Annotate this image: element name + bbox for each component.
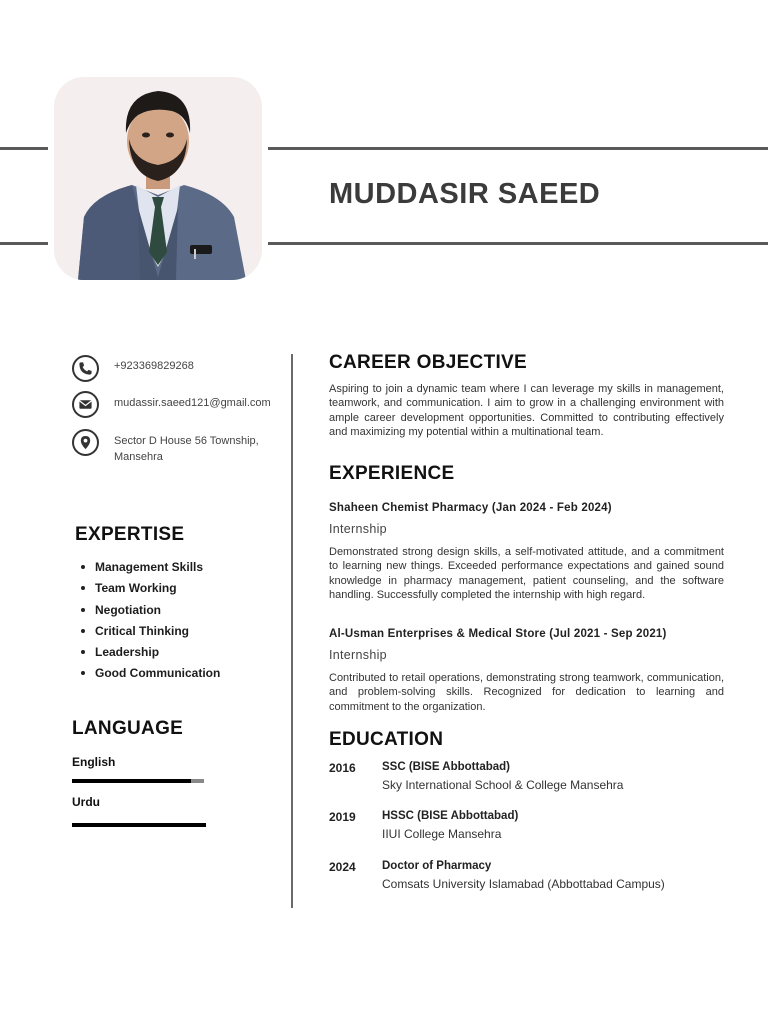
header-rule-top-right [268,147,768,150]
email-address: mudassir.saeed121@gmail.com [114,397,271,409]
language-urdu-label: Urdu [72,795,100,809]
career-objective-text: Aspiring to join a dynamic team where I can leverage my skills in management, teamwork, and communication. I aim to grow in a challenging environment with ample career development opportunities. Committed to contributing effectively and maximizing my potential within a multinational team. [329,383,724,439]
education-school: Sky International School & College Mansehra [382,778,624,792]
career-objective-heading: CAREER OBJECTIVE [329,352,528,373]
language-urdu-bar [72,823,206,827]
job-1-role: Internship [329,522,387,536]
profile-portrait-illustration [54,77,262,280]
list-item: Good Communication [76,664,220,685]
profile-photo [54,77,262,280]
list-item: Critical Thinking [76,622,220,643]
language-english-bar [72,779,204,783]
education-school: Comsats University Islamabad (Abbottabad Campus) [382,877,665,891]
list-item: Negotiation [76,601,220,622]
header-rule-top-left [0,147,48,150]
header-rule-bottom-right [268,242,768,245]
contact-email [72,391,282,421]
header-rule-bottom-left [0,242,48,245]
education-degree: Doctor of Pharmacy [382,860,492,872]
language-heading: LANGUAGE [72,718,184,739]
job-2-title: Al-Usman Enterprises & Medical Store (Jul 2021 - Sep 2021) [329,628,667,640]
job-1-description: Demonstrated strong design skills, a self-motivated attitude, and a commitment to learning new things. Exceeded performance expectations and gained sound knowledge in pharmacy management, patient counseling, and the software handling. Successfully completed the internship with high regard. [329,546,724,602]
education-year: 2019 [329,810,356,824]
list-item: Team Working [76,579,220,600]
job-2-description: Contributed to retail operations, demonstrating strong teamwork, communication, and problem-solving skills. Recognized for dedication to learning and commitment to the organization. [329,672,724,713]
address-line-1: Sector D House 56 Township, [114,435,259,447]
email-icon [72,391,99,418]
address-line-2: Mansehra [114,451,163,463]
list-item: Management Skills [76,558,220,579]
education-degree: HSSC (BISE Abbottabad) [382,810,519,822]
candidate-name: MUDDASIR SAEED [329,178,601,210]
contact-address [72,429,282,469]
education-degree: SSC (BISE Abbottabad) [382,761,510,773]
job-1-title: Shaheen Chemist Pharmacy (Jan 2024 - Feb 2024) [329,502,612,514]
language-urdu-fill [72,823,206,827]
education-year: 2024 [329,860,356,874]
job-2-role: Internship [329,648,387,662]
language-english-label: English [72,755,116,769]
education-school: IIUI College Mansehra [382,827,502,841]
location-pin-icon [72,429,99,456]
expertise-list [76,558,220,686]
column-divider [291,354,293,908]
contact-phone [72,354,282,384]
phone-number: +923369829268 [114,360,194,372]
expertise-heading: EXPERTISE [75,524,185,545]
education-heading: EDUCATION [329,729,444,750]
experience-heading: EXPERIENCE [329,463,455,484]
education-year: 2016 [329,761,356,775]
language-english-fill [72,779,191,783]
phone-icon [72,355,99,382]
list-item: Leadership [76,643,220,664]
